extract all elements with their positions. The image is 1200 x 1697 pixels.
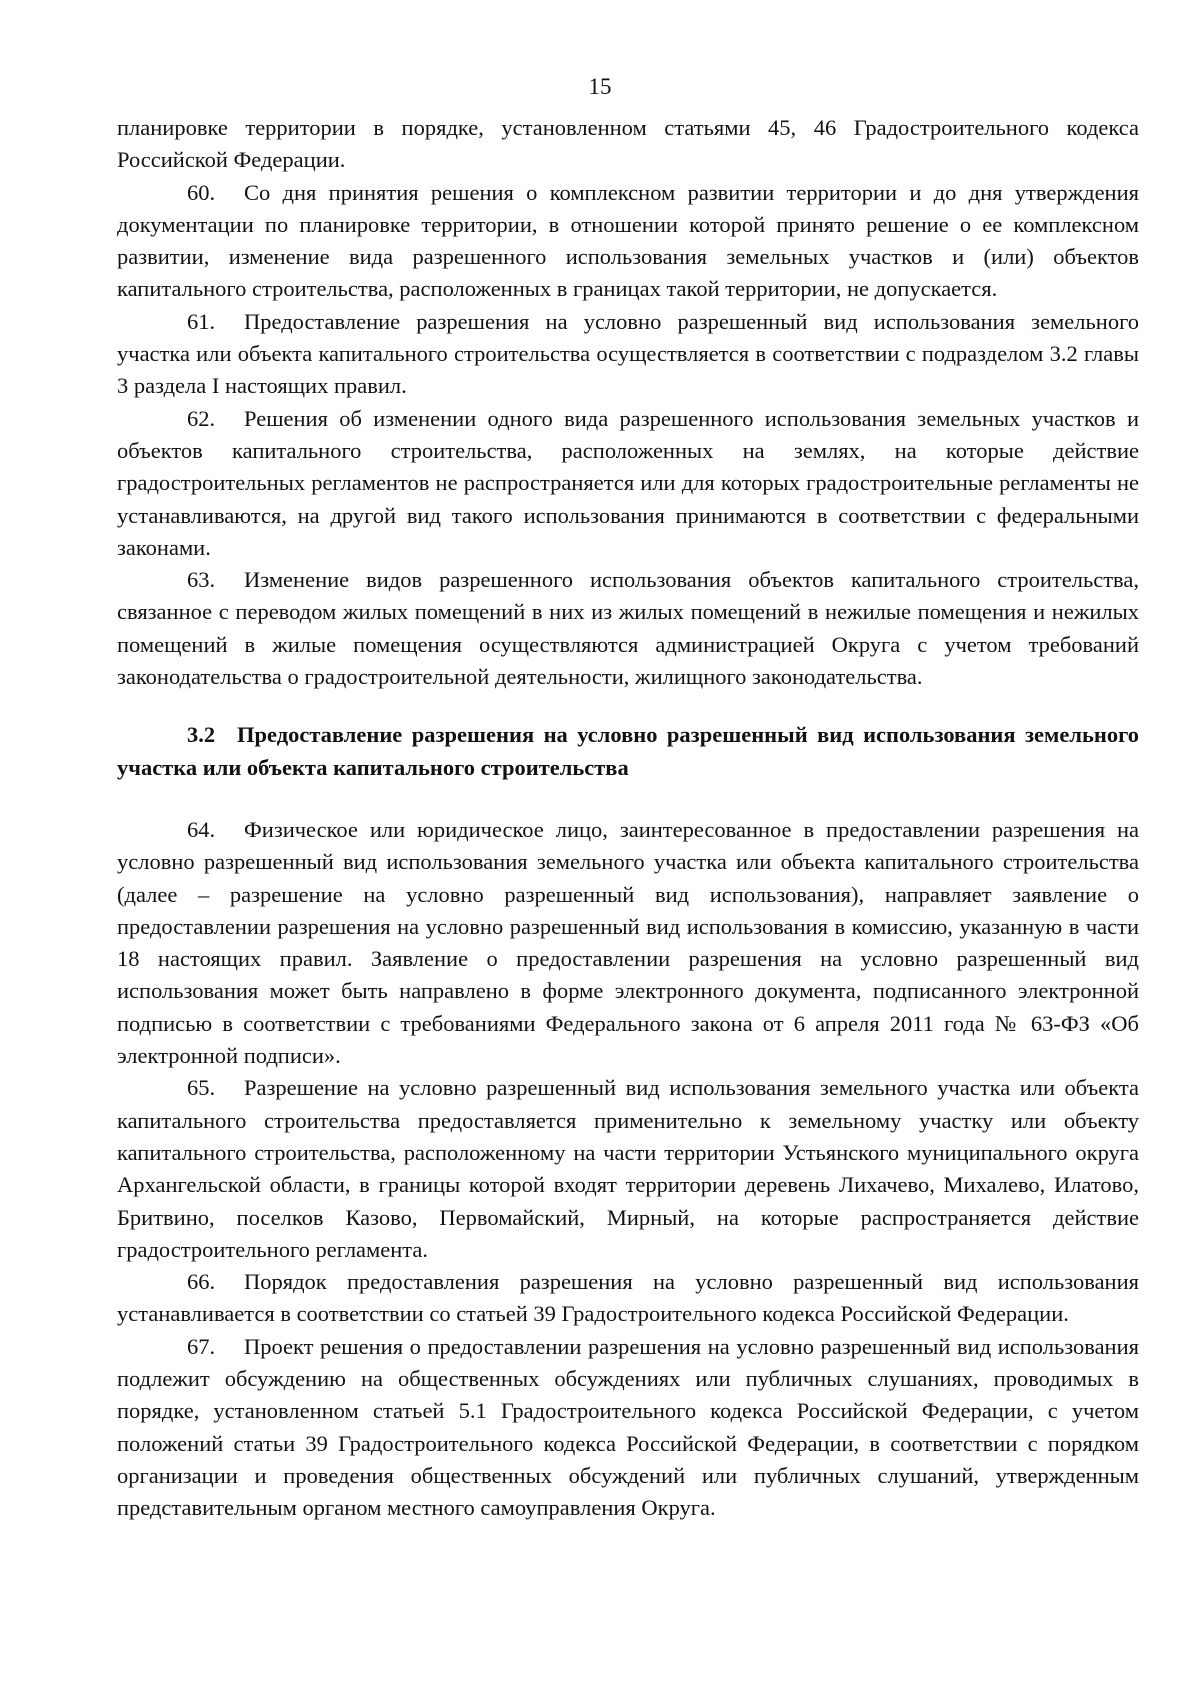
paragraph-text: Изменение видов разрешенного использования объектов капитального строительства, связанное с переводом жилых помещений в них из жилых помещений в нежилые помещения и нежилых помещений в жилые помещения осуществляются администрацией Округа с учетом требований законодательства о градостроительной деятельности, жилищного законодательства. (117, 567, 1139, 690)
paragraph-63 (117, 564, 1139, 693)
paragraph-62 (117, 403, 1139, 564)
section-title: Предоставление разрешения на условно разрешенный вид использования земельного участка или объекта капитального строительства (117, 722, 1139, 780)
paragraph-number: 66. (187, 1269, 216, 1295)
paragraph-number: 62. (187, 405, 216, 431)
paragraph-67 (117, 1331, 1139, 1525)
paragraph-continuation (117, 112, 1139, 177)
paragraph-text: Физическое или юридическое лицо, заинтересованное в предоставлении разрешения на условно разрешенный вид использования земельного участка или объекта капитального строительства (далее – разрешение на условно разрешенный вид использования), направляет заявление о предоставлении разрешения на условно разрешенный вид использования в комиссию, указанную в части 18 настоящих правил. Заявление о предоставлении разрешения на условно разрешенный вид использования может быть направлено в форме электронного документа, подписанного электронной подписью в соответствии с требованиями Федерального закона от 6 апреля 2011 года № 63-ФЗ «Об электронной подписи». (117, 816, 1139, 1069)
paragraph-number: 63. (187, 567, 216, 593)
paragraph-text: Со дня принятия решения о комплексном развитии территории и до дня утверждения документации по планировке территории, в отношении которой принято решение о ее комплексном развитии, изменение вида разрешенного использования земельных участков и (или) объектов капитального строительства, расположенных в границах такой территории, не допускается. (117, 179, 1139, 302)
section-number: 3.2 (187, 722, 216, 748)
paragraph-number: 64. (187, 816, 216, 842)
paragraph-number: 65. (187, 1075, 216, 1101)
paragraph-text: Порядок предоставления разрешения на условно разрешенный вид использования устанавливается в соответствии со статьей 39 Градостроительного кодекса Российской Федерации. (117, 1269, 1139, 1327)
paragraph-text: Разрешение на условно разрешенный вид использования земельного участка или объекта капитального строительства предоставляется применительно к земельному участку или объекту капитального строительства, расположенному на части территории Устьянского муниципального округа Архангельской области, в границы которой входят территории деревень Лихачево, Михалево, Илатово, Бритвино, поселков Казово, Первомайский, Мирный, на которые распространяется действие градостроительного регламента. (117, 1075, 1139, 1262)
paragraph-66 (117, 1266, 1139, 1331)
paragraph-60 (117, 177, 1139, 306)
paragraph-64 (117, 814, 1139, 1072)
paragraph-number: 61. (187, 308, 216, 334)
section-heading (117, 719, 1139, 784)
paragraph-text: Решения об изменении одного вида разрешенного использования земельных участков и объектов капитального строительства, расположенных на землях, на которые действие градостроительных регламентов не распространяется или для которых градостроительные регламенты не устанавливаются, на другой вид такого использования принимаются в соответствии с федеральными законами. (117, 405, 1139, 560)
paragraph-text: Проект решения о предоставлении разрешения на условно разрешенный вид использования подлежит обсуждению на общественных обсуждениях или публичных слушаниях, проводимых в порядке, установленном статьей 5.1 Градостроительного кодекса Российской Федерации, с учетом положений статьи 39 Градостроительного кодекса Российской Федерации, в соответствии с порядком организации и проведения общественных обсуждений или публичных слушаний, утвержденным представительным органом местного самоуправления Округа. (117, 1333, 1139, 1521)
paragraph-number: 67. (187, 1333, 216, 1359)
paragraph-text: планировке территории в порядке, установленном статьями 45, 46 Градостроительного кодекса Российской Федерации. (117, 115, 1139, 173)
paragraph-61 (117, 306, 1139, 403)
document-body (117, 112, 1139, 1524)
paragraph-text: Предоставление разрешения на условно разрешенный вид использования земельного участка или объекта капитального строительства осуществляется в соответствии с подразделом 3.2 главы 3 раздела I настоящих правил. (117, 308, 1139, 399)
paragraph-65 (117, 1072, 1139, 1266)
paragraph-number: 60. (187, 179, 216, 205)
page-number: 15 (588, 74, 612, 99)
